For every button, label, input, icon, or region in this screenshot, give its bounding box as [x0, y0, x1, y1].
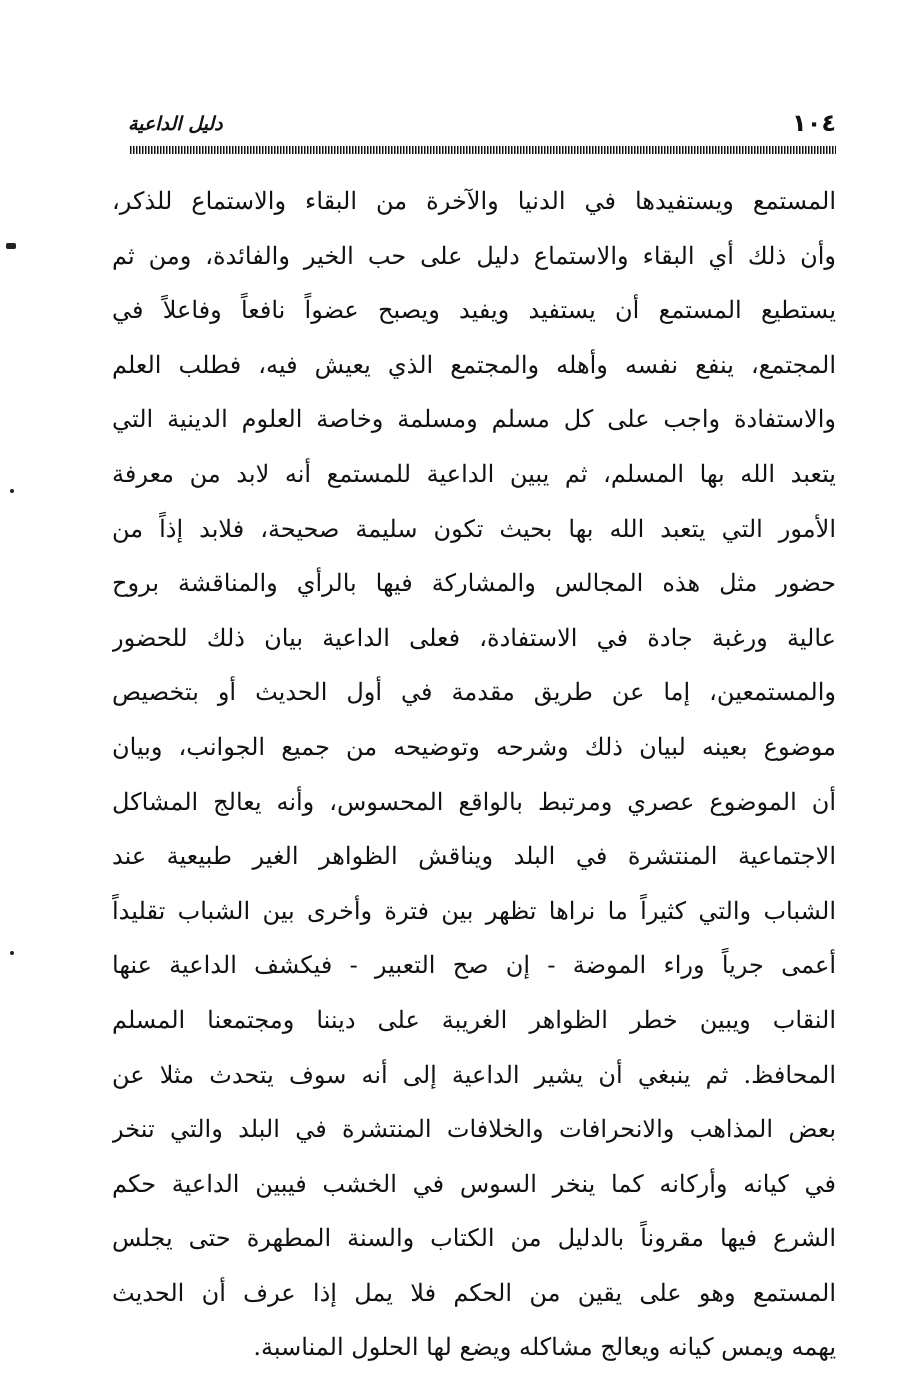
- text-line: المستمع ويستفيدها في الدنيا والآخرة من البقاء والاستماع للذكر،: [112, 187, 836, 215]
- text-line: المستمع وهو على يقين من الحكم فلا يمل إذا عرف أن الحديث: [112, 1278, 836, 1307]
- text-line: يتعبد الله بها المسلم، ثم يبين الداعية للمستمع أنه لابد من معرفة: [112, 459, 836, 488]
- text-line: موضوع بعينه لبيان ذلك وشرحه وتوضيحه من جميع الجوانب، وبيان: [112, 732, 836, 761]
- text-line: حضور مثل هذه المجالس والمشاركة فيها بالرأي والمناقشة بروح: [112, 569, 836, 598]
- text-line: وأن ذلك أي البقاء والاستماع دليل على حب الخير والفائدة، ومن ثم: [112, 241, 836, 270]
- text-line: الشرع فيها مقروناً بالدليل من الكتاب والسنة المطهرة حتى يجلس: [112, 1224, 836, 1253]
- text-line: والاستفادة واجب على كل مسلم ومسلمة وخاصة العلوم الدينية التي: [112, 405, 836, 434]
- header-divider: [130, 146, 836, 154]
- text-line: في كيانه وأركانه كما ينخر السوس في الخشب فيبين الداعية حكم: [112, 1169, 836, 1198]
- scan-mark: [10, 951, 14, 955]
- text-line: المجتمع، ينفع نفسه وأهله والمجتمع الذي يعيش فيه، فطلب العلم: [112, 350, 836, 379]
- text-line: الاجتماعية المنتشرة في البلد ويناقش الظواهر الغير طبيعية عند: [112, 842, 836, 871]
- text-line: أعمى جرياً وراء الموضة - إن صح التعبير - فيكشف الداعية عنها: [112, 951, 836, 980]
- text-line: المحافظ. ثم ينبغي أن يشير الداعية إلى أنه سوف يتحدث مثلا عن: [112, 1060, 836, 1089]
- text-line: بعض المذاهب والانحرافات والخلافات المنتشرة في البلد والتي تنخر: [112, 1115, 836, 1144]
- page-header: [128, 110, 836, 144]
- scan-mark: [6, 243, 16, 249]
- text-line: يستطيع المستمع أن يستفيد ويفيد ويصبح عضواً نافعاً وفاعلاً في: [112, 296, 836, 325]
- running-title: دليل الداعية: [128, 113, 223, 135]
- text-line: النقاب ويبين خطر الظواهر الغريبة على ديننا ومجتمعنا المسلم: [112, 1005, 836, 1034]
- text-line: يهمه ويمس كيانه ويعالج مشاكله ويضع لها الحلول المناسبة.: [253, 1333, 836, 1362]
- page-number: ١٠٤: [792, 109, 836, 137]
- text-line: الأمور التي يتعبد الله بها بحيث تكون سليمة صحيحة، فلابد إذاً من: [112, 514, 836, 543]
- text-line: والمستمعين، إما عن طريق مقدمة في أول الحديث أو بتخصيص: [112, 678, 836, 707]
- body-paragraph: [112, 174, 836, 1375]
- text-line: أن الموضوع عصري ومرتبط بالواقع المحسوس، وأنه يعالج المشاكل: [112, 787, 836, 816]
- scan-mark: [10, 489, 14, 493]
- text-line: عالية ورغبة جادة في الاستفادة، فعلى الداعية بيان ذلك للحضور: [112, 623, 836, 652]
- text-line: الشباب والتي كثيراً ما نراها تظهر بين فترة وأخرى بين الشباب تقليداً: [112, 896, 836, 925]
